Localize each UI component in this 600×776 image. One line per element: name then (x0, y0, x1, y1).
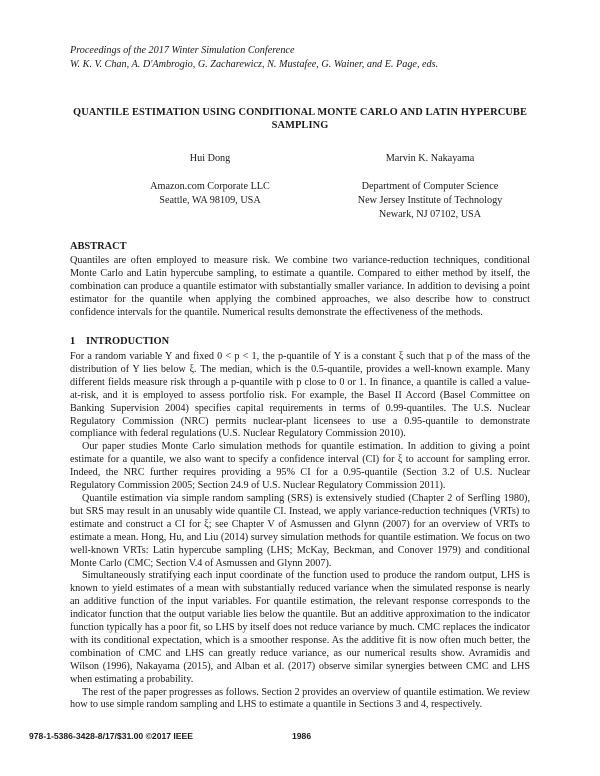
section-number: 1 (70, 336, 76, 347)
author-name: Marvin K. Nakayama (385, 153, 475, 164)
affiliation-line: New Jersey Institute of Technology (357, 195, 503, 206)
paper-title: QUANTILE ESTIMATION USING CONDITIONAL MONTE CARLO AND LATIN HYPERCUBE SAMPLING (73, 107, 527, 131)
introduction-body (70, 351, 530, 712)
introduction-heading (70, 335, 169, 349)
proceedings-line: Proceedings of the 2017 Winter Simulation Conference (70, 45, 295, 56)
author-affiliation (310, 180, 550, 222)
paragraph: For a random variable Y and fixed 0 < p < 1, the p-quantile of Y is a constant ξ such that p of the mass of the distribution of Y lies below ξ. The median, which is the 0.5-quantile, provides a well-known example. Many different fields measure risk through a p-quantile with p close to 0 or 1. In finance, a quantile is called a value-at-risk, and it is employed to assess portfolio risk. For example, the Basel II Accord (Basel Committee on Banking Supervision 2004) specifies capital requirements in terms of 0.99-quantiles. The U.S. Nuclear Regulatory Commission (NRC) permits nuclear-plant licensees to use a 0.95-quantile to demonstrate compliance with federal regulations (U.S. Nuclear Regulatory Commission 2010). (70, 351, 530, 440)
author-block-2 (310, 152, 550, 222)
affiliation-line: Department of Computer Science (361, 181, 499, 192)
affiliation-line: Seattle, WA 98109, USA (159, 195, 261, 206)
conference-header (70, 44, 540, 72)
page-number: 1986 (292, 731, 312, 741)
author-block-1 (110, 152, 310, 208)
author-affiliation (110, 180, 310, 208)
paragraph: Quantile estimation via simple random sampling (SRS) is extensively studied (Chapter 2 of Serfling 1980), but SRS may result in an unusably wide quantile CI. Instead, we apply variance-reduction techniques (VRTs) to estimate and construct a CI for ξ; see Chapter V of Asmussen and Glynn (2007) for an overview of VRTs to estimate a mean. Hong, Hu, and Liu (2014) survey simulation methods for quantile estimation. We focus on two well-known VRTs: Latin hypercube sampling (LHS; McKay, Beckman, and Conover 1979) and conditional Monte Carlo (CMC; Section V.4 of Asmussen and Glynn 2007). (70, 492, 530, 569)
author-name: Hui Dong (189, 153, 231, 164)
editors-line: W. K. V. Chan, A. D'Ambrogio, G. Zacharewicz, N. Mustafee, G. Wainer, and E. Page, eds. (70, 59, 439, 70)
paragraph: Simultaneously stratifying each input coordinate of the function used to produce the random output, LHS is known to yield estimates of a mean with substantially reduced variance when the simulated response is nearly an additive function of the input variables. For quantile estimation, the relevant response corresponds to the indicator function that the output variable lies below the quantile. But an additive approximation to the indicator function typically has a poor fit, so LHS by itself does not reduce variance by much. CMC replaces the indicator with its conditional expectation, which is a smoother response. As the additive fit is now often much better, the combination of CMC and LHS can greatly reduce variance, as our numerical results show. Avramidis and Wilson (1996), Nakayama (2015), and Alban et al. (2017) observe similar synergies between CMC and LHS when estimating a probability. (70, 570, 530, 685)
paragraph: Our paper studies Monte Carlo simulation methods for quantile estimation. In addition to giving a point estimate for a quantile, we also want to specify a confidence interval (CI) for ξ to account for sampling error. Indeed, the NRC further requires providing a 95% CI for a 0.95-quantile (Section 3.2 of U.S. Nuclear Regulatory Commission 2005; Section 24.9 of U.S. Nuclear Regulatory Commission 2011). (70, 441, 530, 492)
section-title: INTRODUCTION (86, 336, 170, 347)
footer-isbn: 978-1-5386-3428-8/17/$31.00 ©2017 IEEE (29, 731, 194, 741)
paragraph: The rest of the paper progresses as follows. Section 2 provides an overview of quantile estimation. We review how to use simple random sampling and LHS to estimate a quantile in Sections 3 and 4, respectively. (70, 686, 530, 711)
abstract-heading: ABSTRACT (70, 241, 127, 252)
affiliation-line: Amazon.com Corporate LLC (150, 181, 270, 192)
abstract-text: Quantiles are often employed to measure risk. We combine two variance-reduction techniques, conditional Monte Carlo and Latin hypercube sampling, to estimate a quantile. Compared to either method by itself, the combination can produce a quantile estimator with substantially smaller variance. In addition to devising a point estimator for the quantile when applying the combined approaches, we also describe how to construct confidence intervals for the quantile. Numerical results demonstrate the effectiveness of the methods. (70, 255, 530, 318)
affiliation-line: Newark, NJ 07102, USA (378, 209, 482, 220)
